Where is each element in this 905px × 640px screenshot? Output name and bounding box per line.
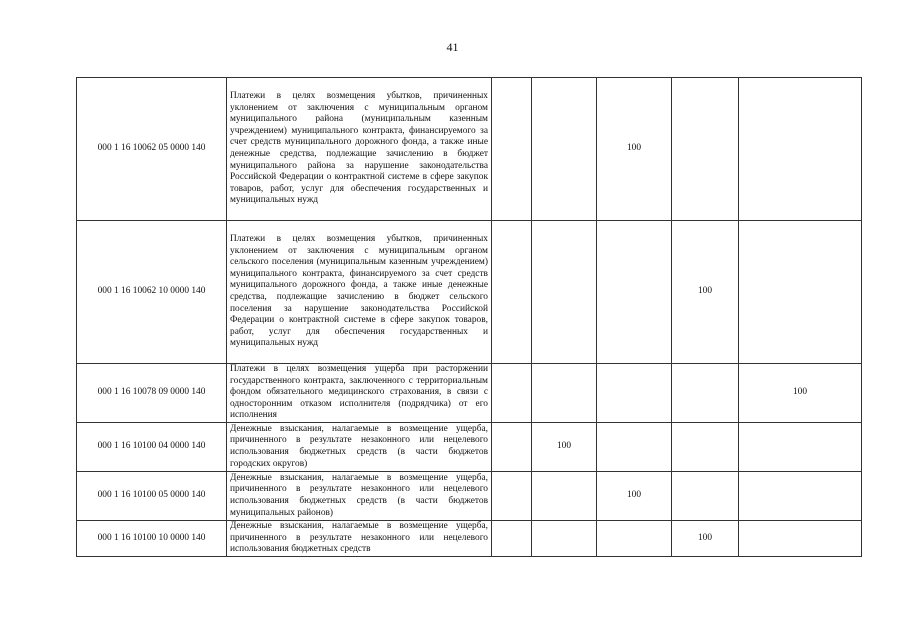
value-cell <box>532 472 597 521</box>
table-row <box>77 521 862 557</box>
revenue-description: Денежные взыскания, налагаемые в возмещение ущерба, причиненного в результате незаконного или нецелевого использования бюджетных средств (в части бюджетов муниципальных районов) <box>227 472 492 521</box>
budget-code: 000 1 16 10078 09 0000 140 <box>77 364 227 423</box>
value-cell <box>672 472 739 521</box>
revenue-description: Платежи в целях возмещения убытков, причиненных уклонением от заключения с муниципальным органом сельского поселения (муниципальным казенным учреждением) муниципального контракта, финансируемого за счет средств муниципального дорожного фонда, а также иные денежные средства, подлежащие зачислению в бюджет сельского поселения за нарушение законодательства Российской Федерации о контрактной системе в сфере закупок товаров, работ, услуг для обеспечения государственных и муниципальных нужд <box>227 221 492 364</box>
value-cell <box>739 423 862 472</box>
value-cell: 100 <box>672 521 739 557</box>
value-cell: 100 <box>672 221 739 364</box>
value-cell <box>597 221 672 364</box>
value-cell <box>739 221 862 364</box>
revenue-description: Платежи в целях возмещения убытков, причиненных уклонением от заключения с муниципальным органом муниципального района (муниципальным казенным учреждением) муниципального контракта, финансируемого за счет средств муниципального дорожного фонда, а также иные денежные средства, подлежащие зачислению в бюджет муниципального района за нарушение законодательства Российской Федерации о контрактной системе в сфере закупок товаров, работ, услуг для обеспечения государственных и муниципальных нужд <box>227 78 492 221</box>
budget-code: 000 1 16 10100 04 0000 140 <box>77 423 227 472</box>
value-cell <box>492 423 532 472</box>
value-cell <box>492 521 532 557</box>
budget-code: 000 1 16 10062 10 0000 140 <box>77 221 227 364</box>
budget-code: 000 1 16 10062 05 0000 140 <box>77 78 227 221</box>
revenue-description: Денежные взыскания, налагаемые в возмещение ущерба, причиненного в результате незаконного или нецелевого использования бюджетных средств (в части бюджетов городских округов) <box>227 423 492 472</box>
value-cell <box>672 364 739 423</box>
value-cell <box>597 423 672 472</box>
value-cell <box>492 364 532 423</box>
page-number: 41 <box>446 40 459 54</box>
value-cell <box>492 221 532 364</box>
value-cell <box>672 423 739 472</box>
table-row <box>77 364 862 423</box>
value-cell <box>532 364 597 423</box>
table-row <box>77 221 862 364</box>
value-cell <box>672 78 739 221</box>
value-cell <box>532 221 597 364</box>
value-cell <box>492 472 532 521</box>
value-cell <box>739 521 862 557</box>
value-cell <box>532 78 597 221</box>
value-cell <box>532 521 597 557</box>
table-row <box>77 423 862 472</box>
value-cell <box>597 521 672 557</box>
budget-code: 000 1 16 10100 10 0000 140 <box>77 521 227 557</box>
revenue-distribution-table <box>76 77 862 557</box>
budget-code: 000 1 16 10100 05 0000 140 <box>77 472 227 521</box>
value-cell: 100 <box>532 423 597 472</box>
table-row <box>77 472 862 521</box>
value-cell <box>492 78 532 221</box>
value-cell: 100 <box>597 472 672 521</box>
value-cell: 100 <box>597 78 672 221</box>
value-cell <box>739 472 862 521</box>
table-row <box>77 78 862 221</box>
value-cell <box>739 78 862 221</box>
revenue-description: Денежные взыскания, налагаемые в возмещение ущерба, причиненного в результате незаконного или нецелевого использования бюджетных средств <box>227 521 492 557</box>
value-cell: 100 <box>739 364 862 423</box>
revenue-description: Платежи в целях возмещения ущерба при расторжении государственного контракта, заключенного с территориальным фондом обязательного медицинского страхования, в связи с односторонним отказом исполнителя (подрядчика) от его исполнения <box>227 364 492 423</box>
value-cell <box>597 364 672 423</box>
